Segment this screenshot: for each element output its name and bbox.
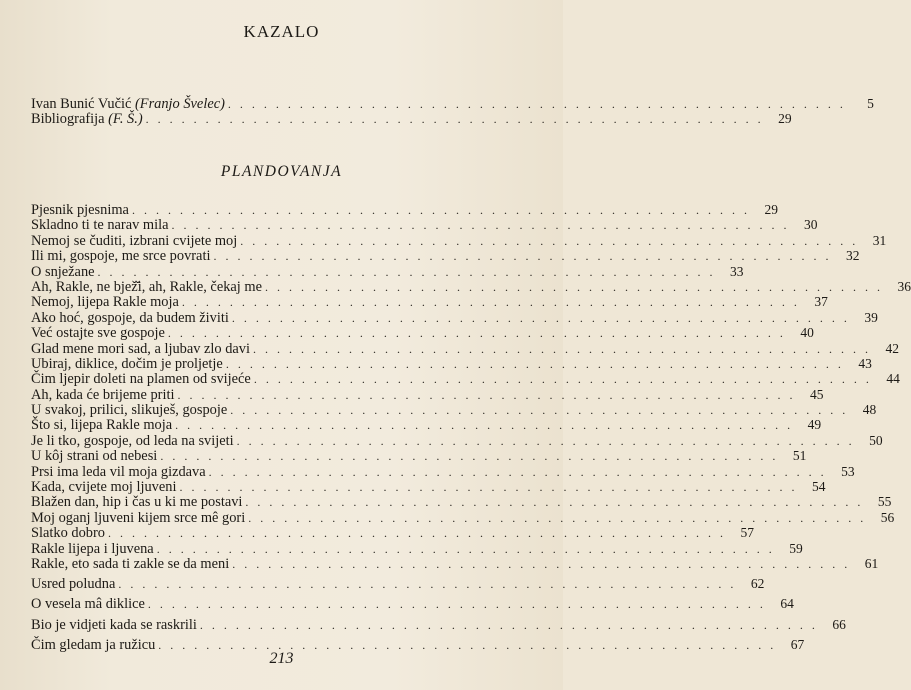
entry-title-text: Pjesnik pjesnima xyxy=(31,202,129,218)
entry-page-number: 55 xyxy=(877,494,892,510)
toc-entry xyxy=(31,96,874,112)
dot-leader: . . . . . . . . . . . . . . . . . . . . . . . . . . . . . . . . . . . . . . . . . . . . . . . . . . . . xyxy=(236,433,855,448)
toc-entry xyxy=(31,596,794,616)
entry-page-number: 32 xyxy=(845,248,860,264)
dot-leader: . . . . . . . . . . . . . . . . . . . . . . . . . . . . . . . . . . . . . . . . . . . . . . . . . . . . xyxy=(107,526,726,541)
dot-leader: . . . . . . . . . . . . . . . . . . . . . . . . . . . . . . . . . . . . . . . . . . . . . . . . . . . . xyxy=(97,264,716,279)
entry-page-number: 39 xyxy=(864,309,878,325)
entry-page-number: 44 xyxy=(886,371,900,387)
toc-entry xyxy=(31,463,855,480)
dot-leader: . . . . . . . . . . . . . . . . . . . . . . . . . . . . . . . . . . . . . . . . . . . . . . . . . . . . xyxy=(253,341,871,356)
dot-leader: . . . . . . . . . . . . . . . . . . . . . . . . . . . . . . . . . . . . . . . . . . . . . . . . . . . . xyxy=(213,249,832,264)
toc-entry xyxy=(31,417,822,434)
entry-page-number: 64 xyxy=(780,596,794,612)
entry-title-text: Usred poludna xyxy=(31,576,116,593)
entry-title-text: Ubiraj, diklice, dočim je proljetje xyxy=(31,355,223,372)
entry-page-number: 48 xyxy=(862,402,877,418)
toc-entry xyxy=(31,248,860,265)
entry-title-text: Slatko dobro xyxy=(31,525,105,542)
entry-title-text: Rakle lijepa i ljuvena xyxy=(31,540,154,557)
entry-title-text: U svakoj, prilici, slikuješ, gospoje xyxy=(31,402,228,419)
dot-leader: . . . . . . . . . . . . . . . . . . . . . . . . . . . . . . . . . . . . . . . . . . . . . . . . . . . . xyxy=(160,449,779,464)
entry-page-number: 31 xyxy=(872,232,887,248)
entry-title-text: Ah, kada će brijeme priti xyxy=(31,386,175,403)
entry-page-number: 40 xyxy=(800,325,814,341)
entry-title-text: O snježane xyxy=(31,263,95,280)
entry-page-number: 45 xyxy=(809,386,824,402)
toc-entry xyxy=(31,402,877,419)
dot-leader: . . . . . . . . . . . . . . . . . . . . . . . . . . . . . . . . . . . . . . . . . . . . . . . . . . . . xyxy=(253,372,872,387)
toc-entry xyxy=(31,432,883,449)
entry-title-text: Nemoj, lijepa Rakle moja xyxy=(31,294,179,311)
entry-page-number: 33 xyxy=(730,263,744,279)
dot-leader: . . . . . . . . . . . . . . . . . . . . . . . . . . . . . . . . . . . . . . . . . . . . . . . . . . . . xyxy=(231,310,850,325)
intro-entries xyxy=(31,96,874,128)
entry-title xyxy=(31,111,143,128)
entry-page-number: 30 xyxy=(803,217,818,233)
toc-entry xyxy=(31,111,792,128)
toc-entry xyxy=(31,448,807,465)
section-title: PLANDOVANJA xyxy=(220,163,343,180)
entry-title-text: Je li tko, gospoje, od leda na svijeti xyxy=(31,432,234,449)
dot-leader: . . . . . . . . . . . . . . . . . . . . . . . . . . . . . . . . . . . . . . . . . . . . . . . . . . . . xyxy=(199,617,818,632)
dot-leader: . . . . . . . . . . . . . . . . . . . . . . . . . . . . . . . . . . . . . . . . . . . . . . . . . . . . xyxy=(177,387,796,402)
page-heading: KAZALO xyxy=(243,22,320,41)
entry-title xyxy=(31,617,197,634)
entry-page-number: 29 xyxy=(778,111,792,127)
dot-leader: . . . . . . . . . . . . . . . . . . . . . . . . . . . . . . . . . . . . . . . . . . . . . . . . . . . . xyxy=(232,556,851,571)
toc-entry xyxy=(31,540,803,557)
toc-entry xyxy=(31,386,824,403)
toc-entry xyxy=(31,202,778,218)
entry-page-number: 59 xyxy=(789,540,803,556)
dot-leader: . . . . . . . . . . . . . . . . . . . . . . . . . . . . . . . . . . . . . . . . . . . . . . . . . . . . xyxy=(118,577,737,592)
entry-page-number: 62 xyxy=(750,576,765,592)
page-number: 213 xyxy=(269,650,294,667)
toc-entry xyxy=(31,576,765,596)
entry-title-text: Kada, cvijete moj ljuveni xyxy=(31,479,177,496)
entry-title-text: Što si, lijepa Rakle moja xyxy=(31,417,173,434)
entry-page-number: 43 xyxy=(858,355,872,371)
dot-leader: . . . . . . . . . . . . . . . . . . . . . . . . . . . . . . . . . . . . . . . . . . . . . . . . . . . . xyxy=(227,97,846,111)
entry-page-number: 42 xyxy=(885,340,899,356)
entry-title-text: Ivan Bunić Vučić xyxy=(31,96,135,112)
dot-leader: . . . . . . . . . . . . . . . . . . . . . . . . . . . . . . . . . . . . . . . . . . . . . . . . . . . . xyxy=(158,637,777,652)
entry-title-text: Moj oganj ljuveni kijem srce mê gori xyxy=(31,509,246,526)
toc-entry xyxy=(31,555,879,576)
entry-page-number: 53 xyxy=(841,463,855,479)
entry-title-text: Ili mi, gospoje, me srce povrati xyxy=(31,248,211,265)
entry-title-text: Već ostajte sve gospoje xyxy=(31,325,165,342)
entry-page-number: 61 xyxy=(864,555,879,571)
toc-entry xyxy=(31,263,744,280)
entry-page-number: 37 xyxy=(814,294,828,310)
poem-entries xyxy=(31,202,911,657)
entry-page-number: 56 xyxy=(880,509,895,525)
dot-leader: . . . . . . . . . . . . . . . . . . . . . . . . . . . . . . . . . . . . . . . . . . . . . . . . . . . . xyxy=(245,495,864,510)
entry-page-number: 5 xyxy=(867,96,874,111)
dot-leader: . . . . . . . . . . . . . . . . . . . . . . . . . . . . . . . . . . . . . . . . . . . . . . . . . . . . xyxy=(181,295,800,310)
dot-leader: . . . . . . . . . . . . . . . . . . . . . . . . . . . . . . . . . . . . . . . . . . . . . . . . . . . . xyxy=(145,112,764,127)
entry-title-text: Nemoj se čuditi, izbrani cvijete moj xyxy=(31,232,238,249)
toc-entry xyxy=(31,616,846,637)
dot-leader: . . . . . . . . . . . . . . . . . . . . . . . . . . . . . . . . . . . . . . . . . . . . . . . . . . . . xyxy=(175,418,794,433)
toc-entry xyxy=(31,217,818,234)
entry-page-number: 36 xyxy=(897,278,911,294)
dot-leader: . . . . . . . . . . . . . . . . . . . . . . . . . . . . . . . . . . . . . . . . . . . . . . . . . . . . xyxy=(156,541,775,556)
entry-title-text: Bio je vidjeti kada se raskrili xyxy=(31,616,197,633)
entry-title xyxy=(31,556,229,573)
entry-title xyxy=(31,596,145,613)
entry-page-number: 29 xyxy=(764,202,778,217)
toc-entry xyxy=(31,494,892,511)
entry-editor: (Franjo Švelec) xyxy=(134,96,225,112)
entry-title-text: Bibliografija xyxy=(31,111,109,128)
toc-entry xyxy=(31,355,872,372)
dot-leader: . . . . . . . . . . . . . . . . . . . . . . . . . . . . . . . . . . . . . . . . . . . . . . . . . . . . xyxy=(225,356,844,371)
entry-title-text: Blažen dan, hip i čas u ki me postavi xyxy=(31,494,243,511)
toc-entry xyxy=(31,325,814,342)
entry-title-text: Čim gledam ja ružicu xyxy=(31,636,156,653)
toc-entry xyxy=(31,232,887,249)
entry-title-text: Ako hoć, gospoje, da budem živiti xyxy=(31,309,229,326)
toc-entry xyxy=(31,294,828,311)
entry-page-number: 66 xyxy=(832,616,846,632)
entry-page-number: 67 xyxy=(790,636,805,652)
toc-entry xyxy=(31,479,826,496)
entry-editor: (F. Š.) xyxy=(108,111,143,128)
toc-entry xyxy=(31,340,899,357)
dot-leader: . . . . . . . . . . . . . . . . . . . . . . . . . . . . . . . . . . . . . . . . . . . . . . . . . . . . xyxy=(208,464,827,479)
entry-title-text: O vesela mâ diklice xyxy=(31,596,145,613)
entry-page-number: 54 xyxy=(811,479,826,495)
dot-leader: . . . . . . . . . . . . . . . . . . . . . . . . . . . . . . . . . . . . . . . . . . . . . . . . . . . . xyxy=(167,326,786,341)
toc-entry xyxy=(31,309,878,326)
entry-page-number: 57 xyxy=(740,525,754,541)
entry-title-text: Glad mene mori sad, a ljubav zlo davi xyxy=(31,340,250,357)
dot-leader: . . . . . . . . . . . . . . . . . . . . . . . . . . . . . . . . . . . . . . . . . . . . . . . . . . . . xyxy=(179,480,798,495)
dot-leader: . . . . . . . . . . . . . . . . . . . . . . . . . . . . . . . . . . . . . . . . . . . . . . . . . . . . xyxy=(240,233,859,248)
dot-leader: . . . . . . . . . . . . . . . . . . . . . . . . . . . . . . . . . . . . . . . . . . . . . . . . . . . . xyxy=(248,510,867,525)
entry-title-text: Prsi ima leda vil moja gizdava xyxy=(31,463,206,480)
entry-title-text: U kôj strani od nebesi xyxy=(31,448,158,465)
dot-leader: . . . . . . . . . . . . . . . . . . . . . . . . . . . . . . . . . . . . . . . . . . . . . . . . . . . . xyxy=(171,218,790,233)
entry-title-text: Skladno ti te narav mila xyxy=(31,217,169,234)
entry-page-number: 51 xyxy=(792,448,807,464)
toc-entry xyxy=(31,509,895,526)
toc-entry xyxy=(31,371,900,388)
entry-title-text: Rakle, eto sada ti zakle se da meni xyxy=(31,555,230,572)
entry-title-text: Čim ljepir doleti na plamen od svijeće xyxy=(31,371,251,388)
dot-leader: . . . . . . . . . . . . . . . . . . . . . . . . . . . . . . . . . . . . . . . . . . . . . . . . . . . . xyxy=(147,597,766,612)
entry-title-text: Ah, Rakle, ne bjež̌i, ah, Rakle, čekaj me xyxy=(31,278,262,295)
dot-leader: . . . . . . . . . . . . . . . . . . . . . . . . . . . . . . . . . . . . . . . . . . . . . . . . . . . . xyxy=(131,203,750,217)
dot-leader: . . . . . . . . . . . . . . . . . . . . . . . . . . . . . . . . . . . . . . . . . . . . . . . . . . . . xyxy=(264,279,883,294)
dot-leader: . . . . . . . . . . . . . . . . . . . . . . . . . . . . . . . . . . . . . . . . . . . . . . . . . . . . xyxy=(230,403,849,418)
toc-entry xyxy=(31,525,754,542)
entry-title xyxy=(31,576,115,593)
entry-page-number: 49 xyxy=(807,417,822,433)
toc-entry xyxy=(31,278,911,295)
entry-page-number: 50 xyxy=(869,432,883,448)
